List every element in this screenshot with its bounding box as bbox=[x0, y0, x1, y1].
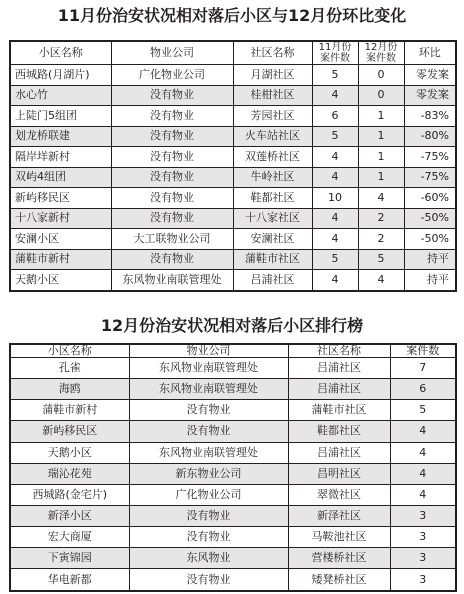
dec-cases-cell: 4 bbox=[358, 270, 404, 291]
district-cell: 鞋都社区 bbox=[288, 421, 390, 442]
nov-cases-cell: 5 bbox=[312, 65, 358, 86]
table-row bbox=[10, 379, 456, 400]
nov-cases-cell: 6 bbox=[312, 106, 358, 127]
change-cell: -50% bbox=[404, 229, 456, 250]
table-row bbox=[10, 270, 456, 291]
company-cell: 没有物业 bbox=[129, 527, 288, 548]
dec-cases-cell: 1 bbox=[358, 126, 404, 147]
community-cell: 蒲鞋市新村 bbox=[10, 400, 129, 421]
district-cell: 月湖社区 bbox=[233, 65, 312, 86]
company-cell: 没有物业 bbox=[111, 167, 233, 188]
nov-cases-cell: 4 bbox=[312, 147, 358, 168]
dec-cases-cell: 1 bbox=[358, 167, 404, 188]
header-nov-line2: 案件数 bbox=[320, 53, 350, 64]
header-dec-line2: 案件数 bbox=[366, 53, 396, 64]
table1-title: 11月份治安状况相对落后小区与12月份环比变化 bbox=[57, 6, 407, 25]
community-cell: 天鹅小区 bbox=[10, 270, 111, 291]
community-cell: 孔雀 bbox=[10, 358, 129, 379]
company-cell: 东风物业南联管理处 bbox=[129, 358, 288, 379]
district-cell: 马鞍池社区 bbox=[288, 527, 390, 548]
header-company: 物业公司 bbox=[111, 41, 233, 65]
community-cell: 新屿移民区 bbox=[10, 188, 111, 209]
community-cell: 十八家新村 bbox=[10, 208, 111, 229]
table-row bbox=[10, 229, 456, 250]
community-cell: 海鸥 bbox=[10, 379, 129, 400]
table-row bbox=[10, 358, 456, 379]
company-cell: 没有物业 bbox=[111, 249, 233, 270]
nov-cases-cell: 4 bbox=[312, 167, 358, 188]
nov-cases-cell: 4 bbox=[312, 85, 358, 106]
district-cell: 火车站社区 bbox=[233, 126, 312, 147]
dec-cases-cell: 0 bbox=[358, 85, 404, 106]
table2-header-row bbox=[10, 344, 456, 358]
change-cell: -75% bbox=[404, 147, 456, 168]
company-cell: 广化物业公司 bbox=[111, 65, 233, 86]
change-cell: -80% bbox=[404, 126, 456, 147]
district-cell: 吕浦社区 bbox=[288, 442, 390, 463]
header-district: 社区名称 bbox=[233, 41, 312, 65]
company-cell: 东风物业南联管理处 bbox=[129, 379, 288, 400]
community-cell: 瑞沁花苑 bbox=[10, 463, 129, 484]
cases-cell: 3 bbox=[390, 569, 456, 591]
cases-cell: 5 bbox=[390, 400, 456, 421]
header-community: 小区名称 bbox=[10, 41, 111, 65]
header-dec-line1: 12月份 bbox=[364, 42, 398, 53]
district-cell: 牛岭社区 bbox=[233, 167, 312, 188]
table-row bbox=[10, 167, 456, 188]
community-cell: 新屿移民区 bbox=[10, 421, 129, 442]
nov-cases-cell: 5 bbox=[312, 126, 358, 147]
change-cell: -83% bbox=[404, 106, 456, 127]
community-cell: 隔岸垟新村 bbox=[10, 147, 111, 168]
company-cell: 东风物业南联管理处 bbox=[111, 270, 233, 291]
table-row bbox=[10, 527, 456, 548]
change-cell: 零发案 bbox=[404, 85, 456, 106]
district-cell: 营楼桥社区 bbox=[288, 548, 390, 569]
dec-cases-cell: 1 bbox=[358, 147, 404, 168]
district-cell: 矮凳桥社区 bbox=[288, 569, 390, 591]
header-change: 环比 bbox=[404, 41, 456, 65]
dec-cases-cell: 1 bbox=[358, 106, 404, 127]
district-cell: 双莲桥社区 bbox=[233, 147, 312, 168]
change-cell: -75% bbox=[404, 167, 456, 188]
company-cell: 没有物业 bbox=[129, 505, 288, 526]
community-cell: 双屿4组团 bbox=[10, 167, 111, 188]
table-row bbox=[10, 569, 456, 591]
dec-cases-cell: 4 bbox=[358, 188, 404, 209]
community-cell: 下寅锦园 bbox=[10, 548, 129, 569]
community-cell: 安澜小区 bbox=[10, 229, 111, 250]
cases-cell: 4 bbox=[390, 442, 456, 463]
community-cell: 划龙桥联建 bbox=[10, 126, 111, 147]
table-row bbox=[10, 65, 456, 86]
community-cell: 上陡门5组团 bbox=[10, 106, 111, 127]
table-row bbox=[10, 147, 456, 168]
header-nov-line1: 11月份 bbox=[318, 42, 352, 53]
company-cell: 广化物业公司 bbox=[129, 484, 288, 505]
table-row bbox=[10, 188, 456, 209]
dec-cases-cell: 2 bbox=[358, 229, 404, 250]
cases-cell: 7 bbox=[390, 358, 456, 379]
company-cell: 没有物业 bbox=[111, 85, 233, 106]
table-row bbox=[10, 208, 456, 229]
company-cell: 新东物业公司 bbox=[129, 463, 288, 484]
table-row bbox=[10, 106, 456, 127]
nov-cases-cell: 10 bbox=[312, 188, 358, 209]
table-row bbox=[10, 442, 456, 463]
cases-cell: 3 bbox=[390, 548, 456, 569]
table-row bbox=[10, 421, 456, 442]
district-cell: 鞋都社区 bbox=[233, 188, 312, 209]
district-cell: 芳园社区 bbox=[233, 106, 312, 127]
company-cell: 没有物业 bbox=[129, 569, 288, 591]
district-cell: 翠微社区 bbox=[288, 484, 390, 505]
month-comparison-table bbox=[9, 40, 457, 292]
cases-cell: 3 bbox=[390, 505, 456, 526]
table-row bbox=[10, 505, 456, 526]
dec-cases-cell: 0 bbox=[358, 65, 404, 86]
table-row bbox=[10, 400, 456, 421]
cases-cell: 4 bbox=[390, 484, 456, 505]
community-cell: 华电新都 bbox=[10, 569, 129, 591]
community-cell: 天鹅小区 bbox=[10, 442, 129, 463]
dec-cases-cell: 5 bbox=[358, 249, 404, 270]
header-community: 小区名称 bbox=[10, 344, 129, 358]
change-cell: -50% bbox=[404, 208, 456, 229]
header-company: 物业公司 bbox=[129, 344, 288, 358]
district-cell: 吕浦社区 bbox=[288, 358, 390, 379]
company-cell: 东风物业南联管理处 bbox=[129, 442, 288, 463]
nov-cases-cell: 4 bbox=[312, 270, 358, 291]
change-cell: 持平 bbox=[404, 249, 456, 270]
cases-cell: 4 bbox=[390, 421, 456, 442]
table2-title: 12月份治安状况相对落后小区排行榜 bbox=[100, 316, 364, 335]
community-cell: 蒲鞋市新村 bbox=[10, 249, 111, 270]
table-row bbox=[10, 85, 456, 106]
company-cell: 大工联物业公司 bbox=[111, 229, 233, 250]
company-cell: 没有物业 bbox=[111, 126, 233, 147]
change-cell: 零发案 bbox=[404, 65, 456, 86]
community-cell: 西城路(金宅片) bbox=[10, 484, 129, 505]
change-cell: -60% bbox=[404, 188, 456, 209]
header-nov-cases bbox=[312, 41, 358, 65]
cases-cell: 3 bbox=[390, 527, 456, 548]
company-cell: 没有物业 bbox=[111, 188, 233, 209]
company-cell: 没有物业 bbox=[111, 208, 233, 229]
company-cell: 没有物业 bbox=[111, 147, 233, 168]
header-dec-cases bbox=[358, 41, 404, 65]
ranking-table bbox=[9, 343, 457, 592]
change-cell: 持平 bbox=[404, 270, 456, 291]
district-cell: 蒲鞋市社区 bbox=[288, 400, 390, 421]
district-cell: 安澜社区 bbox=[233, 229, 312, 250]
district-cell: 新泽社区 bbox=[288, 505, 390, 526]
community-cell: 新泽小区 bbox=[10, 505, 129, 526]
district-cell: 昌明社区 bbox=[288, 463, 390, 484]
district-cell: 吕浦社区 bbox=[288, 379, 390, 400]
table-row bbox=[10, 126, 456, 147]
nov-cases-cell: 5 bbox=[312, 249, 358, 270]
district-cell: 十八家社区 bbox=[233, 208, 312, 229]
nov-cases-cell: 4 bbox=[312, 229, 358, 250]
table-row bbox=[10, 249, 456, 270]
table-row bbox=[10, 484, 456, 505]
company-cell: 东风物业 bbox=[129, 548, 288, 569]
community-cell: 水心竹 bbox=[10, 85, 111, 106]
header-cases: 案件数 bbox=[390, 344, 456, 358]
company-cell: 没有物业 bbox=[111, 106, 233, 127]
header-district: 社区名称 bbox=[288, 344, 390, 358]
district-cell: 桂柑社区 bbox=[233, 85, 312, 106]
dec-cases-cell: 2 bbox=[358, 208, 404, 229]
table1-header-row bbox=[10, 41, 456, 65]
cases-cell: 4 bbox=[390, 463, 456, 484]
district-cell: 吕浦社区 bbox=[233, 270, 312, 291]
community-cell: 宏大商厦 bbox=[10, 527, 129, 548]
company-cell: 没有物业 bbox=[129, 400, 288, 421]
nov-cases-cell: 4 bbox=[312, 208, 358, 229]
district-cell: 蒲鞋市社区 bbox=[233, 249, 312, 270]
cases-cell: 6 bbox=[390, 379, 456, 400]
company-cell: 没有物业 bbox=[129, 421, 288, 442]
table-row bbox=[10, 463, 456, 484]
community-cell: 西城路(月湖片) bbox=[10, 65, 111, 86]
table-row bbox=[10, 548, 456, 569]
